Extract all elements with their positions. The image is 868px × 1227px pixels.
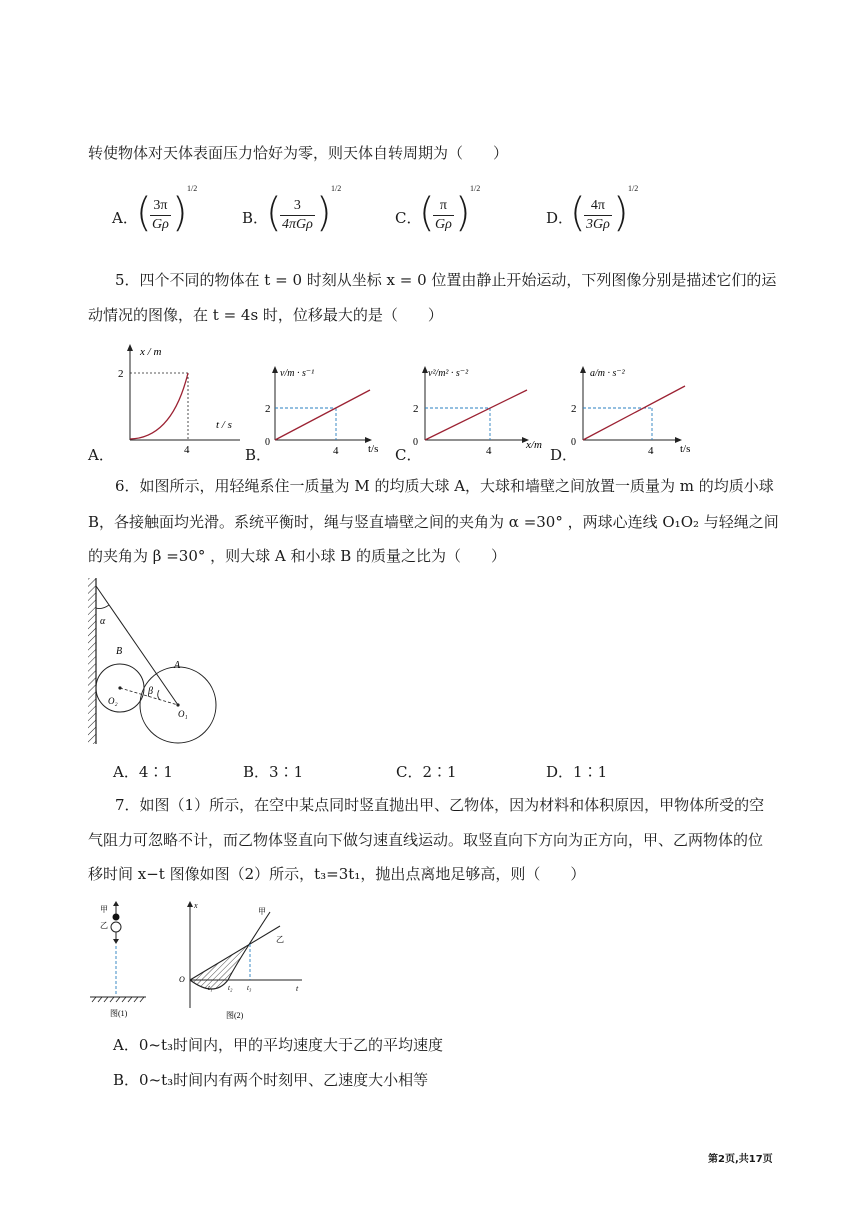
xlabel: t / s — [216, 419, 232, 431]
origin: 0 — [265, 437, 270, 448]
origin: 0 — [413, 437, 418, 448]
x-label: x — [194, 901, 198, 910]
q7-option-b: B．0~t₃时间内有两个时刻甲、乙速度大小相等 — [113, 1071, 429, 1089]
left-paren: ( — [136, 190, 152, 236]
yi-line — [190, 926, 280, 980]
beta-arc — [158, 690, 160, 700]
denominator: 3Gρ — [586, 217, 610, 232]
yi-label: 乙 — [276, 935, 284, 944]
q6-option-a: A．4∶1 — [113, 763, 173, 781]
denominator: Gρ — [435, 217, 452, 232]
left-paren: ( — [570, 190, 586, 236]
q7-line1: 7．如图（1）所示，在空中某点同时竖直抛出甲、乙物体，因为材料和体积原因，甲物体所受的空 — [115, 796, 765, 814]
fraction-bar — [150, 215, 171, 216]
numerator: π — [439, 198, 447, 213]
q5-option-b-label: B． — [245, 446, 272, 464]
beta-label: β — [148, 686, 153, 697]
a-t-line — [583, 386, 685, 440]
q7-option-a: A．0~t₃时间内，甲的平均速度大于乙的平均速度 — [113, 1036, 443, 1054]
o1-label: O₁ — [178, 709, 188, 719]
fraction — [150, 198, 171, 233]
fraction — [433, 198, 454, 233]
q5-line2: 动情况的图像，在 t = 4s 时，位移最大的是（ ） — [88, 306, 443, 324]
denominator: 4πGρ — [282, 217, 313, 232]
ylabel: v/m · s⁻¹ — [280, 368, 315, 379]
q7-figure-2 — [170, 898, 310, 1023]
y-arrow-icon — [127, 344, 133, 351]
ytick: 2 — [413, 403, 419, 415]
origin: 0 — [571, 437, 576, 448]
exponent: 1/2 — [628, 184, 639, 193]
t1-label: t₁ — [208, 984, 213, 992]
fig2-caption: 图(2) — [226, 1011, 244, 1020]
t-label: t — [296, 984, 299, 993]
ytick: 2 — [571, 403, 577, 415]
v2-x-line — [425, 390, 527, 440]
left-paren: ( — [266, 190, 282, 236]
hatched-region — [190, 944, 250, 989]
option-label: B． — [242, 209, 269, 227]
option-label: D． — [546, 209, 574, 227]
q5-graph-b — [260, 360, 400, 460]
xlabel: x/m — [526, 439, 542, 451]
ylabel: a/m · s⁻² — [590, 368, 625, 379]
fraction-bar — [584, 215, 612, 216]
ytick: 2 — [265, 403, 271, 415]
exponent: 1/2 — [331, 184, 342, 193]
q4-text: 转使物体对天体表面压力恰好为零，则天体自转周期为（ ） — [88, 144, 509, 162]
xtick: 4 — [486, 445, 492, 457]
option-label: A． — [112, 209, 138, 227]
exponent: 1/2 — [470, 184, 481, 193]
o2-label: O₂ — [108, 696, 118, 706]
page-number: 第2页,共17页 — [708, 1154, 773, 1165]
fraction-bar — [280, 215, 315, 216]
denominator: Gρ — [152, 217, 169, 232]
fraction — [584, 198, 612, 233]
o2-dot — [118, 686, 121, 689]
up-arrow-icon — [113, 901, 119, 906]
q6-line3: 的夹角为 β =30° ，则大球 A 和小球 B 的质量之比为（ ） — [88, 547, 507, 565]
ylabel: x / m — [140, 346, 162, 358]
q7-line3: 移时间 x−t 图像如图（2）所示，t₃=3t₁，抛出点离地足够高，则（ ） — [88, 865, 586, 883]
fraction-bar — [433, 215, 454, 216]
right-paren: ) — [172, 190, 188, 236]
q5-option-c-label: C． — [395, 446, 422, 464]
yi-label: 乙 — [100, 921, 108, 930]
q7-line2: 气阻力可忽略不计，而乙物体竖直向下做匀速直线运动。取竖直向下方向为正方向，甲、乙两物体的位 — [88, 831, 764, 849]
ball-b-label: B — [116, 646, 123, 657]
xlabel: t/s — [680, 443, 691, 455]
right-paren: ) — [613, 190, 629, 236]
right-paren: ) — [316, 190, 332, 236]
xlabel: t/s — [368, 443, 379, 455]
q7-figure-1 — [86, 900, 156, 1020]
jia-ball — [113, 914, 120, 921]
q5-option-d-label: D． — [550, 446, 578, 464]
q6-option-c: C．2∶1 — [396, 763, 457, 781]
yi-ball — [111, 922, 121, 932]
x-t-curve — [130, 373, 188, 439]
numerator: 3 — [293, 198, 301, 213]
rope — [96, 586, 178, 705]
left-paren: ( — [419, 190, 435, 236]
fig1-caption: 图(1) — [110, 1009, 128, 1018]
t3-label: t₃ — [247, 984, 252, 992]
y-arrow-icon — [580, 366, 586, 373]
o1-dot — [176, 703, 179, 706]
q5-option-a-label: A． — [88, 446, 114, 464]
jia-label: 甲 — [258, 907, 266, 916]
q6-figure — [86, 574, 226, 749]
t2-label: t₂ — [228, 984, 233, 992]
numerator: 3π — [153, 198, 168, 213]
ytick: 2 — [118, 368, 124, 380]
q6-option-b: B．3∶1 — [243, 763, 304, 781]
q5-graph-c — [410, 360, 560, 460]
xtick: 4 — [184, 444, 190, 456]
alpha-arc — [96, 605, 109, 609]
y-arrow-icon — [272, 366, 278, 373]
numerator: 4π — [590, 198, 605, 213]
ball-a-label: A — [174, 660, 181, 671]
origin-label: O — [179, 975, 185, 984]
q6-line1: 6．如图所示，用轻绳系住一质量为 M 的均质大球 A，大球和墙壁之间放置一质量为 m 的均质小球 — [115, 477, 774, 495]
q6-line2: B，各接触面均光滑。系统平衡时，绳与竖直墙壁之间的夹角为 α =30° ，两球心连线 O₁O₂ 与轻绳之间 — [88, 513, 779, 531]
fraction — [280, 198, 315, 233]
xtick: 4 — [648, 445, 654, 457]
exponent: 1/2 — [187, 184, 198, 193]
q5-graph-d — [568, 360, 708, 460]
alpha-label: α — [100, 616, 106, 627]
q5-graph-a — [110, 340, 250, 460]
x-arrow-icon — [187, 901, 193, 907]
right-paren: ) — [455, 190, 471, 236]
q6-option-d: D．1∶1 — [546, 763, 608, 781]
option-label: C． — [395, 209, 422, 227]
ground-hatch — [92, 997, 144, 1002]
xtick: 4 — [333, 445, 339, 457]
down-arrow-icon — [113, 939, 119, 944]
q5-line1: 5．四个不同的物体在 t = 0 时刻从坐标 x = 0 位置由静止开始运动，下列图像分别是描述它们的运 — [115, 271, 777, 289]
v-t-line — [275, 390, 370, 440]
ylabel: v²/m² · s⁻² — [428, 368, 469, 379]
wall-hatch — [88, 578, 96, 744]
jia-label: 甲 — [100, 905, 108, 914]
